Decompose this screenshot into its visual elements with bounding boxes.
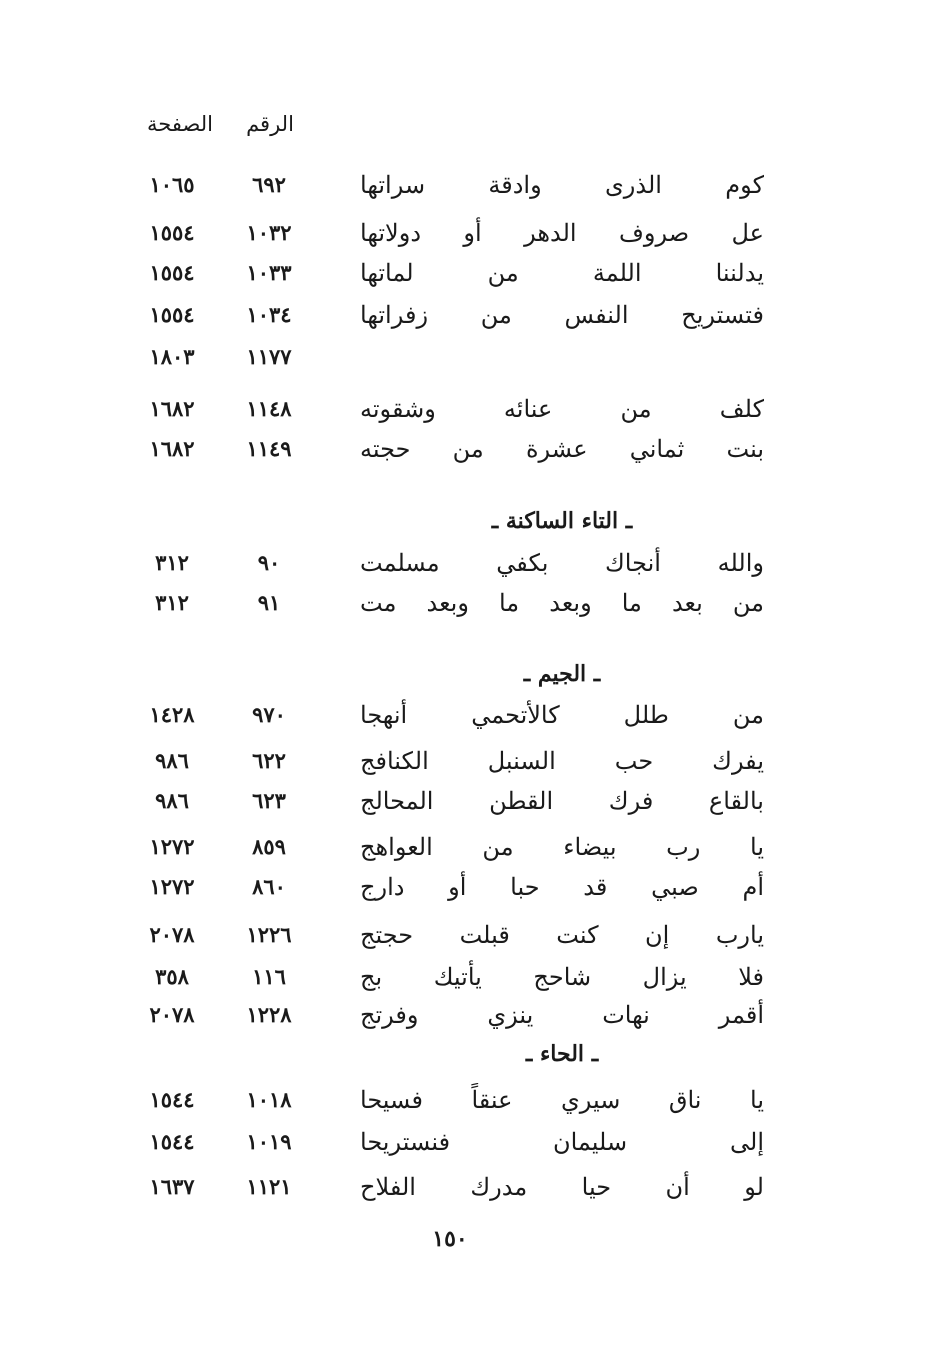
index-row [0,744,936,780]
page-reference: ١٥٤٤ [149,1087,195,1112]
index-row [0,1083,936,1119]
verse-text: كلف من عنائه وشقوته [360,395,764,423]
page-reference: ١٥٥٤ [149,220,195,245]
verse-number: ٦٢٢ [252,748,286,773]
index-row [0,1125,936,1161]
verse-text: كوم الذرى وادقة سراتها [360,171,764,199]
page-reference: ٣١٢ [155,590,189,615]
index-row [0,256,936,292]
verse-text: بالقاع فرك القطن المحالج [360,787,764,815]
index-row [0,546,936,582]
verse-text: من طلل كالأتحمي أنهجا [360,701,764,729]
verse-text: يارب إن كنت قبلت حجتج [360,921,764,949]
index-row [0,960,936,996]
index-row [0,918,936,954]
index-row [0,586,936,622]
index-row [0,998,936,1034]
page-reference: ١٥٥٤ [149,302,195,327]
verse-text: يفرك حب السنبل الكنافج [360,747,764,775]
verse-number: ١٠١٨ [246,1087,292,1112]
verse-text: يا رب بيضاء من العواهج [360,833,764,861]
verse-text: يا ناق سيري عنقاً فسيحا [360,1086,764,1114]
page-reference: ١٢٧٢ [149,834,195,859]
verse-number: ١٠٣٣ [246,260,292,285]
index-row [0,698,936,734]
page-reference: ١٥٥٤ [149,260,195,285]
verse-number: ١١٢١ [246,1174,292,1199]
verse-number: ٩٠ [257,550,281,575]
page-number: ١٥٠ [432,1226,468,1252]
index-row [0,432,936,468]
page-reference: ٢٠٧٨ [149,1002,195,1027]
verse-text: والله أنجاك بكفي مسلمت [360,549,764,577]
verse-number: ١٢٢٦ [246,922,292,947]
page-reference: ٢٠٧٨ [149,922,195,947]
verse-number: ١٠٣٤ [246,302,292,327]
verse-number: ٩١ [257,590,281,615]
section-heading: ـ الجيم ـ [523,661,601,687]
page-reference: ١٤٢٨ [149,702,195,727]
verse-text: بنت ثماني عشرة من حجته [360,435,764,463]
index-row [0,298,936,334]
page-reference: ٣٥٨ [155,964,189,989]
verse-number: ١١٤٩ [246,436,292,461]
page-reference: ١٢٧٢ [149,874,195,899]
index-row [0,870,936,906]
page-reference: ١٥٤٤ [149,1129,195,1154]
page-reference: ٣١٢ [155,550,189,575]
verse-text: من بعد ما وبعد ما وبعد مت [360,589,764,617]
verse-number: ١٠٣٢ [246,220,292,245]
index-row [0,1170,936,1206]
verse-text: عل صروف الدهر أو دولاتها [360,219,764,247]
verse-number: ٩٧٠ [252,702,286,727]
column-header-page: الصفحة [147,112,213,136]
index-row [0,830,936,866]
verse-number: ٦٩٢ [252,172,286,197]
index-row [0,784,936,820]
verse-number: ١١٤٨ [246,396,292,421]
section-heading: ـ التاء الساكنة ـ [491,508,633,534]
verse-text: يدلننا اللمة من لماتها [360,259,764,287]
verse-text: لو أن حيا مدرك الفلاح [360,1173,764,1201]
column-header-number: الرقم [246,112,294,136]
verse-text: فتستريح النفس من زفراتها [360,301,764,329]
verse-number: ١١٧٧ [246,344,292,369]
index-row [0,392,936,428]
page-reference: ٩٨٦ [155,748,189,773]
verse-text: إلى سليمان فنستريحا [360,1128,764,1156]
verse-text: فلا يزال شاحج يأتيك بج [360,963,764,991]
verse-number: ١٢٢٨ [246,1002,292,1027]
verse-number: ٦٢٣ [252,788,286,813]
verse-number: ٨٦٠ [252,874,286,899]
index-row [0,168,936,204]
page-reference: ١٦٨٢ [149,436,195,461]
page-reference: ١٦٨٢ [149,396,195,421]
verse-number: ١٠١٩ [246,1129,292,1154]
page-reference: ٩٨٦ [155,788,189,813]
verse-text: أقمر نهات ينزي وفرتج [360,1001,764,1029]
verse-text: أم صبي قد حبا أو دارج [360,873,764,901]
verse-number: ٨٥٩ [252,834,286,859]
page-reference: ١٠٦٥ [149,172,195,197]
index-row [0,340,936,376]
page-reference: ١٦٣٧ [149,1174,195,1199]
page-reference: ١٨٠٣ [149,344,195,369]
index-row [0,216,936,252]
verse-number: ١١٦ [252,964,286,989]
section-heading: ـ الحاء ـ [525,1041,599,1067]
